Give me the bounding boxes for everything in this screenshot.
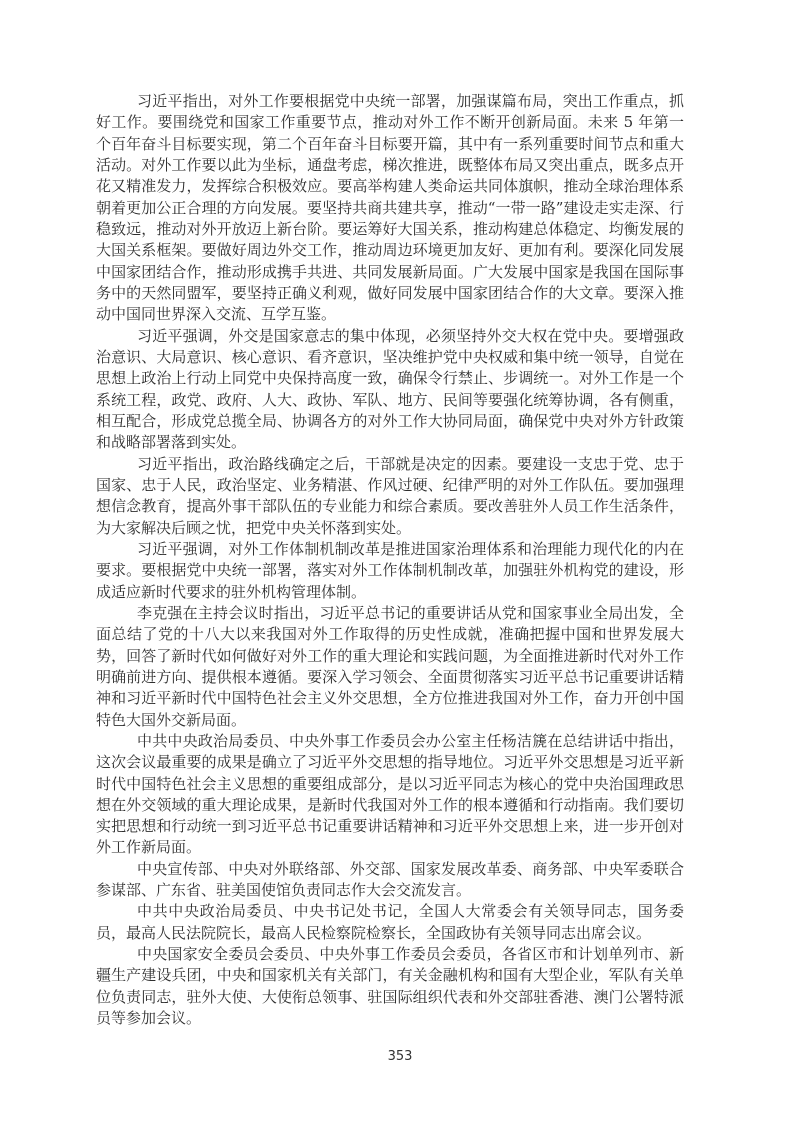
paragraph: 中央国家安全委员会委员、中央外事工作委员会委员，各省区市和计划单列市、新疆生产建设兵团，中央和国家机关有关部门，有关金融机构和国有大型企业，军队有关单位负责同志，驻外大使、大使衔总领事、驻国际组织代表和外交部驻香港、澳门公署特派员等参加会议。: [96, 945, 684, 1028]
paragraph: 习近平指出，对外工作要根据党中央统一部署，加强谋篇布局，突出工作重点，抓好工作。要围绕党和国家工作重要节点，推动对外工作不断开创新局面。未来 5 年第一个百年奋斗目标要实现，第二个百年奋斗目标要开篇，其中有一系列重要时间节点和重大活动。对外工作要以此为坐标，通盘考虑，梯次推进，既整体布局又突出重点，既多点开花又精准发力，发挥综合积极效应。要高举构建人类命运共同体旗帜，推动全球治理体系朝着更加公正合理的方向发展。要坚持共商共建共享，推动“一带一路”建设走实走深、行稳致远，推动对外开放迈上新台阶。要运筹好大国关系，推动构建总体稳定、均衡发展的大国关系框架。要做好周边外交工作，推动周边环境更加友好、更加有利。要深化同发展中国家团结合作，推动形成携手共进、共同发展新局面。广大发展中国家是我国在国际事务中的天然同盟军，要坚持正确义利观，做好同发展中国家团结合作的大文章。要深入推动中国同世界深入交流、互学互鉴。: [96, 92, 684, 324]
paragraph: 习近平指出，政治路线确定之后，干部就是决定的因素。要建设一支忠于党、忠于国家、忠于人民，政治坚定、业务精湛、作风过硬、纪律严明的对外工作队伍。要加强理想信念教育，提高外事干部队伍的专业能力和综合素质。要改善驻外人员工作生活条件，为大家解决后顾之忧，把党中央关怀落到实处。: [96, 454, 684, 537]
paragraph: 习近平强调，对外工作体制机制改革是推进国家治理体系和治理能力现代化的内在要求。要根据党中央统一部署，落实对外工作体制机制改革，加强驻外机构党的建设，形成适应新时代要求的驻外机构管理体制。: [96, 539, 684, 601]
paragraph: 中央宣传部、中央对外联络部、外交部、国家发展改革委、商务部、中央军委联合参谋部、广东省、驻美国使馆负责同志作大会交流发言。: [96, 859, 684, 900]
paragraph: 中共中央政治局委员、中央外事工作委员会办公室主任杨洁篪在总结讲话中指出，这次会议最重要的成果是确立了习近平外交思想的指导地位。习近平外交思想是习近平新时代中国特色社会主义思想的重要组成部分，是以习近平同志为核心的党中央治国理政思想在外交领域的重大理论成果，是新时代我国对外工作的根本遵循和行动指南。我们要切实把思想和行动统一到习近平总书记重要讲话精神和习近平外交思想上来，进一步开创对外工作新局面。: [96, 731, 684, 857]
paragraph: 李克强在主持会议时指出，习近平总书记的重要讲话从党和国家事业全局出发，全面总结了党的十八大以来我国对外工作取得的历史性成就，准确把握中国和世界发展大势，回答了新时代如何做好对外工作的重大理论和实践问题，为全面推进新时代对外工作明确前进方向、提供根本遵循。要深入学习领会、全面贯彻落实习近平总书记重要讲话精神和习近平新时代中国特色社会主义外交思想，全方位推进我国对外工作，奋力开创中国特色大国外交新局面。: [96, 603, 684, 729]
paragraph: 习近平强调，外交是国家意志的集中体现，必须坚持外交大权在党中央。要增强政治意识、大局意识、核心意识、看齐意识，坚决维护党中央权威和集中统一领导，自觉在思想上政治上行动上同党中央保持高度一致，确保令行禁止、步调统一。对外工作是一个系统工程，政党、政府、人大、政协、军队、地方、民间等要强化统筹协调，各有侧重，相互配合，形成党总揽全局、协调各方的对外工作大协同局面，确保党中央对外方针政策和战略部署落到实处。: [96, 326, 684, 452]
paragraph: 中共中央政治局委员、中央书记处书记，全国人大常委会有关领导同志，国务委员，最高人民法院院长，最高人民检察院检察长，全国政协有关领导同志出席会议。: [96, 902, 684, 942]
page-number: 353: [387, 1049, 413, 1064]
page-content: [96, 91, 684, 1029]
